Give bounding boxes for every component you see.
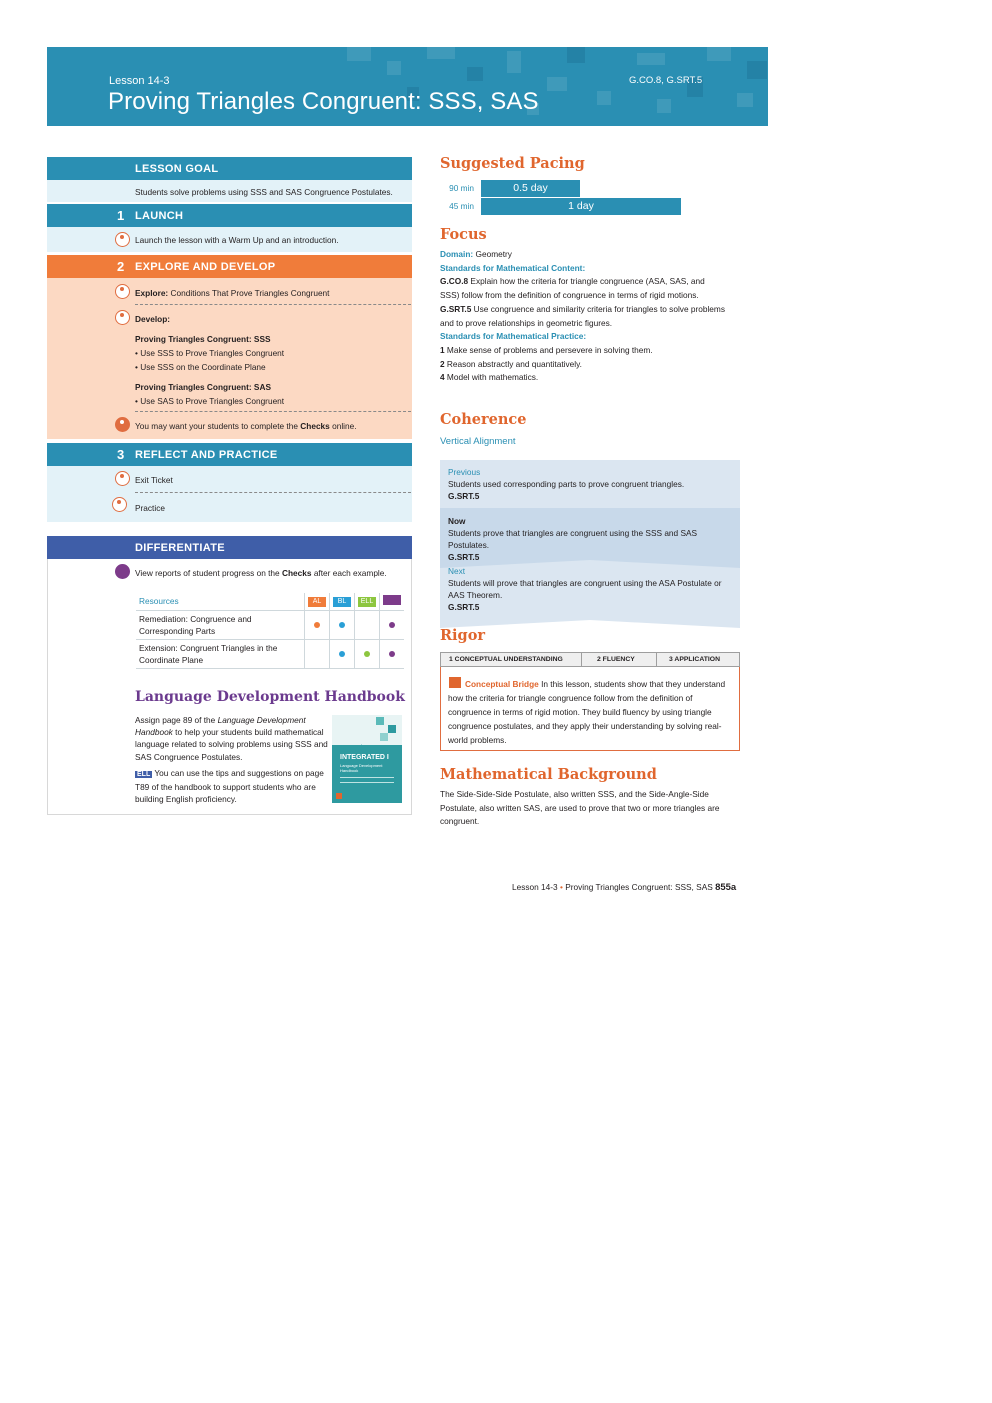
lesson-goal-body (47, 180, 412, 202)
checks-prefix: You may want your students to complete the (135, 421, 301, 431)
lesson-goal-heading: LESSON GOAL (135, 163, 219, 175)
level-purple (380, 593, 405, 610)
previous-block (448, 466, 738, 502)
divider (135, 304, 411, 305)
launch-number: 1 (117, 208, 125, 223)
explore-line (135, 288, 329, 298)
differentiate-header (47, 536, 412, 559)
pacing-label: 90 min (449, 183, 474, 193)
ell-note (135, 767, 331, 806)
rigor-text (448, 677, 734, 747)
group-icon (115, 471, 130, 486)
student-pair-icon (112, 497, 127, 512)
rigor-box (440, 667, 740, 751)
level-dot (339, 651, 345, 657)
level-badge (383, 595, 401, 605)
divider (135, 492, 411, 493)
math-background-heading: Mathematical Background (440, 766, 657, 783)
launch-body (47, 227, 412, 252)
sas-title: Proving Triangles Congruent: SAS (135, 382, 271, 392)
standard-text: Explain how the criteria for triangle congruence (ASA, SAS, and SSS) follow from the definition of congruence in terms of rigid motions. (440, 276, 705, 301)
develop-label: Develop: (135, 314, 171, 324)
handbook-text-1: Assign page 89 of the (135, 715, 218, 725)
sss-item: • Use SSS on the Coordinate Plane (135, 362, 266, 372)
practice: Practice (135, 503, 165, 513)
previous-label: Previous (448, 467, 481, 477)
standard-text: Use congruence and similarity criteria for triangles to solve problems and to prove relationships in geometric figures. (440, 303, 725, 328)
ell-badge: ELL (137, 771, 151, 778)
cover-title: INTEGRATED I (340, 754, 389, 761)
lesson-number: Lesson 14-3 (109, 75, 170, 87)
page-number: 855a (715, 882, 737, 893)
level-dot (339, 622, 345, 628)
lesson-goal-header (47, 157, 412, 180)
level-badge: BL (333, 597, 351, 607)
explore-heading: EXPLORE AND DEVELOP (135, 261, 276, 273)
launch-header (47, 204, 412, 227)
practice-text: Reason abstractly and quantitatively. (444, 358, 582, 369)
level-dot (389, 651, 395, 657)
level-dot (389, 622, 395, 628)
launch-text: Launch the lesson with a Warm Up and an introduction. (135, 235, 339, 245)
checks-suffix: online. (329, 421, 357, 431)
cover-subtitle: Language Development Handbook (340, 763, 383, 773)
pacing-bar: 1 day (481, 198, 681, 215)
vertical-alignment-label: Vertical Alignment (440, 436, 516, 447)
reflect-header (47, 443, 412, 466)
lesson-banner (47, 47, 768, 126)
focus-block (440, 248, 740, 385)
practice-num: 1 (440, 344, 445, 355)
rigor-tab: 2 FLUENCY (597, 656, 635, 663)
practice-num: 2 (440, 358, 445, 369)
handbook-text (135, 714, 331, 763)
cover-brand: Reveal (340, 745, 362, 752)
explore-body (47, 278, 412, 439)
ell-text: You can use the tips and suggestions on page T89 of the handbook to support students who are building English proficiency. (135, 768, 324, 805)
explore-label: Explore: (135, 288, 169, 298)
bridge-text: In this lesson, students show that they understand how the criteria for triangle congruence follow from the definition of congruence in terms of rigid motion. They build fluency by using triangle congruence postulates, and they apply their understanding by solving real-world problems. (448, 679, 726, 745)
checks-bold: Checks (300, 421, 330, 431)
lesson-goal-text: Students solve problems using SSS and SAS Congruence Postulates. (135, 187, 393, 197)
student-icon (115, 417, 130, 432)
resources-header: Resources (136, 593, 305, 610)
math-background-text: The Side-Side-Side Postulate, also written SSS, and the Side-Angle-Side Postulate, also written SAS, are used to prove that two or more triangles are congruent. (440, 789, 720, 827)
practice-num: 4 (440, 372, 445, 383)
coherence-heading: Coherence (440, 411, 527, 428)
standard-code: G.CO.8 (440, 276, 469, 287)
level-al (305, 593, 330, 610)
group-icon (115, 284, 130, 299)
handbook-cover-image (332, 715, 402, 803)
group-icon (115, 310, 130, 325)
differentiate-suffix: after each example. (311, 568, 387, 578)
differentiate-heading: DIFFERENTIATE (135, 542, 225, 554)
now-text: Students prove that triangles are congruent using the SSS and SAS Postulates. (448, 528, 698, 550)
next-block (448, 565, 728, 613)
launch-heading: LAUNCH (135, 210, 184, 222)
previous-text: Students used corresponding parts to prove congruent triangles. (448, 479, 685, 489)
banner-standards: G.CO.8, G.SRT.5 (629, 75, 703, 86)
reflect-body (47, 466, 412, 522)
content-label: Standards for Mathematical Content: (440, 262, 586, 273)
level-badge: ELL (358, 597, 376, 607)
checks-line (135, 421, 357, 431)
now-block (448, 515, 740, 563)
level-ell (355, 593, 380, 610)
rigor-heading: Rigor (440, 627, 486, 644)
page-footer (512, 882, 736, 893)
table-row (136, 610, 404, 639)
explore-header (47, 255, 412, 278)
reflect-number: 3 (117, 447, 125, 462)
sas-item: • Use SAS to Prove Triangles Congruent (135, 396, 285, 406)
differentiate-text (135, 568, 387, 578)
sss-item: • Use SSS to Prove Triangles Congruent (135, 348, 285, 358)
handbook-heading: Language Development Handbook (135, 689, 405, 705)
sss-title: Proving Triangles Congruent: SSS (135, 334, 271, 344)
now-label: Now (448, 516, 466, 526)
explore-number: 2 (117, 259, 125, 274)
rigor-tab: 3 APPLICATION (669, 656, 720, 663)
standard-code: G.SRT.5 (440, 303, 472, 314)
handbook-text-2: to help your students build mathematical language related to solving problems using SSS and SAS Congruence Postulates. (135, 727, 328, 762)
level-badge: AL (308, 597, 326, 607)
lesson-title: Proving Triangles Congruent: SSS, SAS (108, 88, 539, 115)
rigor-tabs (440, 652, 740, 667)
previous-standard: G.SRT.5 (448, 491, 480, 501)
footer-sep: • (557, 882, 566, 892)
divider (135, 411, 411, 412)
pacing-heading: Suggested Pacing (440, 155, 585, 172)
practice-text: Make sense of problems and persevere in solving them. (444, 344, 653, 355)
resource-label: Extension: Congruent Triangles in the Coordinate Plane (136, 639, 305, 668)
practice-text: Model with mathematics. (444, 372, 539, 383)
bridge-label: Conceptual Bridge (465, 679, 539, 689)
domain-value: Geometry (473, 249, 512, 259)
footer-lesson: Lesson 14-3 (512, 882, 558, 892)
group-icon (115, 232, 130, 247)
table-row (136, 639, 404, 668)
resource-label: Remediation: Congruence and Corresponding Parts (136, 610, 305, 639)
practice-label: Standards for Mathematical Practice: (440, 331, 587, 342)
next-standard: G.SRT.5 (448, 602, 480, 612)
report-icon (115, 564, 130, 579)
handbook-italic: Language Development Handbook (135, 715, 306, 738)
next-label: Next (448, 566, 466, 576)
domain-label: Domain: (440, 249, 474, 259)
differentiate-bold: Checks (281, 568, 312, 578)
next-text: Students will prove that triangles are congruent using the ASA Postulate or AAS Theorem. (448, 578, 722, 600)
level-dot (314, 622, 320, 628)
pacing-bar: 0.5 day (481, 180, 580, 197)
exit-ticket: Exit Ticket (135, 475, 173, 485)
reflect-heading: REFLECT AND PRACTICE (135, 449, 278, 461)
now-standard: G.SRT.5 (448, 552, 480, 562)
level-dot (364, 651, 370, 657)
pacing-label: 45 min (449, 201, 474, 211)
resources-table (136, 593, 404, 669)
explore-text: Conditions That Prove Triangles Congruent (170, 288, 330, 298)
rigor-tab: 1 CONCEPTUAL UNDERSTANDING (449, 656, 563, 663)
differentiate-prefix: View reports of student progress on the (135, 568, 282, 578)
footer-title: Proving Triangles Congruent: SSS, SAS (565, 882, 716, 892)
level-bl (330, 593, 355, 610)
focus-heading: Focus (440, 226, 487, 243)
